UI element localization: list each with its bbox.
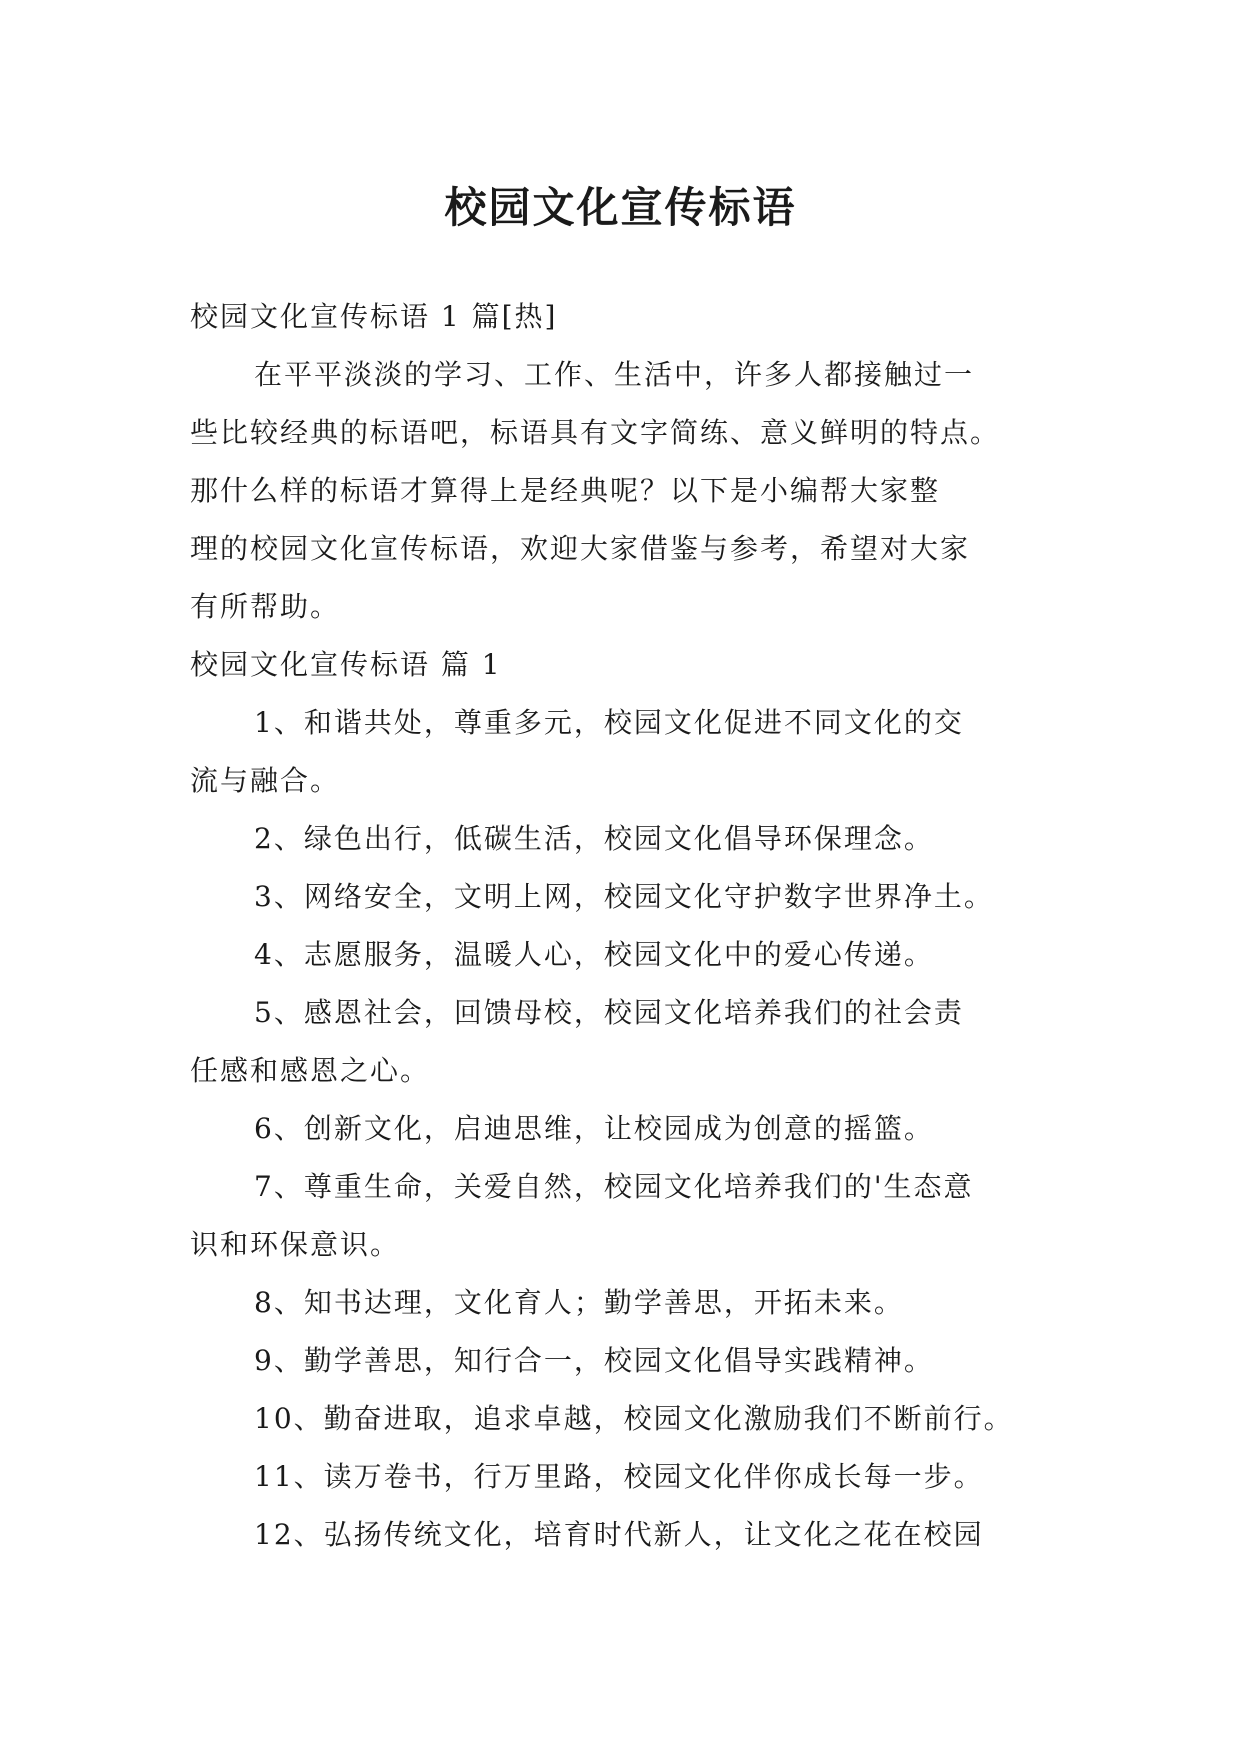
paragraph-line: 理的校园文化宣传标语，欢迎大家借鉴与参考，希望对大家 [190,532,971,565]
slogan-item: 11、读万卷书，行万里路，校园文化伴你成长每一步。 [254,1460,984,1493]
slogan-item: 8、知书达理，文化育人；勤学善思，开拓未来。 [254,1286,904,1319]
slogan-item-continuation: 识和环保意识。 [190,1228,401,1261]
slogan-item-continuation: 任感和感恩之心。 [190,1054,431,1087]
slogan-item: 9、勤学善思，知行合一，校园文化倡导实践精神。 [254,1344,934,1377]
document-title: 校园文化宣传标语 [444,183,797,233]
section-heading: 校园文化宣传标语 1 篇[热] [190,300,558,333]
slogan-item: 7、尊重生命，关爱自然，校园文化培养我们的'生态意 [254,1170,974,1203]
slogan-item: 6、创新文化，启迪思维，让校园成为创意的摇篮。 [254,1112,934,1145]
slogan-item: 3、网络安全，文明上网，校园文化守护数字世界净土。 [254,880,994,913]
slogan-item: 12、弘扬传统文化，培育时代新人，让文化之花在校园 [254,1518,984,1551]
slogan-item: 4、志愿服务，温暖人心，校园文化中的爱心传递。 [254,938,934,971]
paragraph-line: 那什么样的标语才算得上是经典呢？以下是小编帮大家整 [190,474,941,507]
slogan-item: 2、绿色出行，低碳生活，校园文化倡导环保理念。 [254,822,934,855]
paragraph-line: 些比较经典的标语吧，标语具有文字简练、意义鲜明的特点。 [190,416,1001,449]
slogan-item: 10、勤奋进取，追求卓越，校园文化激励我们不断前行。 [254,1402,1014,1435]
slogan-item: 1、和谐共处，尊重多元，校园文化促进不同文化的交 [254,706,964,739]
paragraph-line: 在平平淡淡的学习、工作、生活中，许多人都接触过一 [254,358,975,391]
slogan-item: 5、感恩社会，回馈母校，校园文化培养我们的社会责 [254,996,964,1029]
section-heading: 校园文化宣传标语 篇 1 [190,648,502,681]
document-body [190,288,1060,1564]
slogan-item-continuation: 流与融合。 [190,764,341,797]
paragraph-line: 有所帮助。 [190,590,341,623]
